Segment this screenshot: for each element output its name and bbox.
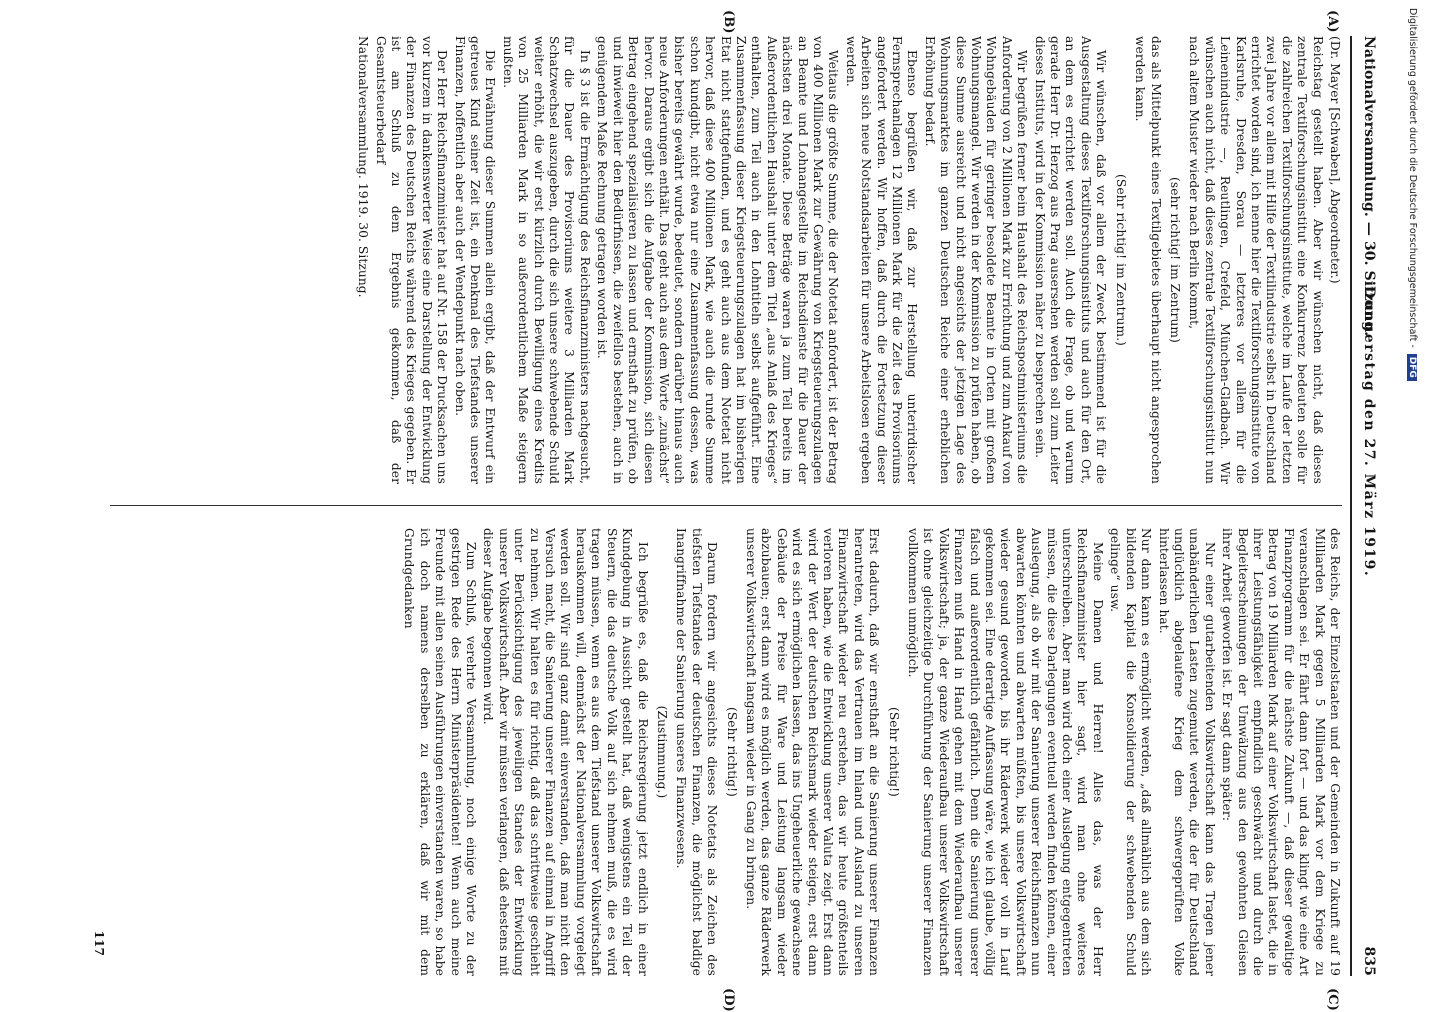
digitization-credit xyxy=(1404,8,1418,988)
paragraph: Reichstag gestellt haben. Aber wir wünschen nicht, daß dieses zentrale Textilforschungsinstitut eine Konkurrenz bedeuten solle für die zahlreichen Textilforschungsinstitute, welche im Laufe der letzten zwei Jahre vor allem mit Hilfe der Textilindustrie selbst in Deutschland errichtet worden sind, ich nenne hier die Textilforschungsinstitute von Karlsruhe, Dresden, Sorau — letzteres vor allem für die Leinenindustrie —, Reutlingen, Crefeld, München-Gladbach. Wir wünschen auch nicht, daß dieses zentrale Textilforschungsinstitut nun nach altem Muster wieder nach Berlin kommt, xyxy=(1187,36,1325,484)
paragraph: Darum fordern wir angesichts dieses Notetats als Zeichen des tiefsten Tiefstandes der deutschen Finanzen, die möglichst baldige Inangriffnahme der Sanierung unseres Finanzwesens. xyxy=(674,528,720,976)
paragraph: In § 3 ist die Ermächtigung des Reichsfinanzministers nachgesucht, für die Dauer des Provisoriums weitere 3 Milliarden Mark Schatzwechsel auszugeben, durch die sich unsere schwebende Schuld weiter erhöht, die wir erst kürzlich durch Bewilligung eines Kredits von 25 Milliarden Mark in so außerordentlichem Maße steigern mußten. xyxy=(500,36,592,484)
paragraph: Nur dann kann es ermöglicht werden, „daß allmählich aus dem sich bildenden Kapital die Konsolidierung der schwebenden Schuld gelinge“ usw. xyxy=(1108,528,1154,976)
paragraph: Ich begrüße es, daß die Reichsregierung jetzt endlich in einer Kundgebung in Aussicht gestellt hat, daß wenigstens ein Teil der Steuern, die das deutsche Volk auf sich nehmen muß, die es wird tragen müssen, wenn es aus dem Tiefstand unserer Volkswirtschaft herauskommen will, demnächst der Nationalversammlung vorgelegt werden soll. Wir sind ganz damit einverstanden, daß man nicht den Versuch macht, die Sanierung unserer Finanzen auf einmal in Angriff zu nehmen. Wir halten es für richtig, daß das schrittweise geschieht unter Berücksichtigung des jeweiligen Standes der Entwicklung unserer Volkswirtschaft. Aber wir müssen verlangen, daß ehestens mit dieser Aufgabe begonnen wird. xyxy=(481,528,650,976)
paragraph: Der Herr Reichsfinanzminister hat auf Nr. 158 der Drucksachen uns vor kurzem in dankenswerter Weise eine Darstellung der Entwicklung der Finanzen des Deutschen Reichs während des Krieges gegeben. Er ist am Schluß zu dem Ergebnis gekommen, daß der Gesamtsteuerbedarf xyxy=(373,36,450,484)
paragraph: Ebenso begrüßen wir, daß zur Herstellung unterirdischer Fernsprechanlagen 12 Millionen Mark für die Zeit des Provisoriums angefordert werden. Wir hoffen, daß durch die Fortsetzung dieser Arbeiten sich neue Notstandsarbeiten für unsere Arbeitslosen ergeben werden. xyxy=(843,36,920,484)
margin-marker-c: (C) xyxy=(1325,988,1340,1011)
header-rule xyxy=(1350,36,1352,976)
sheet-number: 117 xyxy=(92,930,106,956)
paragraph: Nur einer gutarbeitenden Volkswirtschaft kann das Tragen jener unabänderlichen Lasten zugemutet werden, die der für Deutschland unglücklich abgelaufene Krieg dem schwergeprüften Volke hinterlassen hat. xyxy=(1156,528,1217,976)
header-left: Nationalversammlung. — 30. Sitzung. xyxy=(1361,36,1377,337)
paragraph: des Reichs, der Einzelstaaten und der Gemeinden in Zukunft auf 19 Milliarden Mark gegen 5 Milliarden Mark vor dem Kriege zu veranschlagen sei. Er fährt dann fort — und das klingt wie eine Art Finanzprogramm für die nächste Zukunft —, daß dieser gewaltige Betrag von 19 Milliarden Mark auf einer Volkswirtschaft lastet, die in ihrer Leistungsfähigkeit empfindlich geschwächt und durch die Begleiterscheinungen der Umwälzung aus den gewohnten Gleisen ihrer Arbeit geworfen ist. Er sagt dann später: xyxy=(1220,528,1342,976)
paragraph: Meine Damen und Herren! Alles das, was der Herr Reichsfinanzminister hier sagt, wird man ohne weiteres unterschreiben. Aber man wird doch einer Auslegung entgegentreten müssen, die diese Darlegungen eventuell werden finden können, einer Auslegung, als ob wir mit der Sanierung unserer Reichsfinanzen nun abwarten könnten und abwarten müßten, bis unsere Volkswirtschaft wieder gesund geworden, bis ihr Räderwerk wieder voll in Lauf gekommen sei. Eine derartige Auffassung wäre, wie ich glaube, völlig falsch und außerordentlich gefährlich. Denn die Sanierung unserer Finanzen muß Hand in Hand gehen mit dem Wiederaufbau unserer Volkswirtschaft; ja, der ganze Wiederaufbau unserer Volkswirtschaft ist ohne gleichzeitige Durchführung der Sanierung unserer Finanzen vollkommen unmöglich. xyxy=(906,528,1105,976)
paragraph: Weitaus die größte Summe, die der Notetat anfordert, ist der Betrag von 400 Millionen Mark zur Gewährung von Kriegsteuerungszulagen an Beamte und Lohnangestellte im Reichsdienste für die Dauer der nächsten drei Monate. Diese Beträge waren ja zum Teil bereits im Außerordentlichen Haushalt unter dem Titel „aus Anlaß des Krieges“ enthalten, zum Teil auch in den Lohntiteln selbst aufgeführt. Eine Zusammenfassung dieser Kriegsteuerungszulagen hat im bisherigen Etat nicht stattgefunden, und es geht auch aus dem Notetat nicht hervor, daß diese 400 Millionen Mark, wie auch die runde Summe schon kundgibt, nicht etwa nur eine Zusammenfassung dessen, was bisher bereits gewährt wurde, bedeutet, sondern darüber hinaus auch neue Anforderungen enthält. Das geht auch aus dem Worte „zunächst“ hervor. Daraus ergibt sich die Aufgabe der Kommission, sich diesen Betrag eingehend spezialisieren zu lassen und ernsthaft zu prüfen, ob und inwieweit hier den Bedürfnissen, die zweifellos bestehen, auch in genügendem Maße Rechnung getragen worden ist. xyxy=(595,36,841,484)
interjection: (Zustimmung.) xyxy=(654,705,669,799)
interjection: (Sehr richtig!) xyxy=(886,706,901,797)
credit-text: Digitalisierung gefördert durch die Deutsche Forschungsgemeinschaft - xyxy=(1407,8,1418,348)
paragraph: Nationalversammlung. 1919. 30. Sitzung. xyxy=(356,36,371,298)
page-header xyxy=(1350,36,1376,976)
newspaper-page xyxy=(56,10,1377,1012)
left-text-column xyxy=(110,36,1342,484)
margin-marker-b: (B) xyxy=(721,10,736,34)
right-text-column xyxy=(110,528,1342,976)
interjection: (Sehr richtig!) xyxy=(724,706,739,797)
column-divider xyxy=(110,505,1342,506)
paragraph: Wir wünschen, daß vor allem der Zweck bestimmend ist für die Ausgestaltung dieses Textilforschungsinstituts und auch für den Ort, an dem es errichtet werden soll. Auch die Frage, ob und warum gerade Herr Dr. Herzog aus Prag ausersehen werden soll zum Leiter dieses Instituts, wird in der Kommission näher zu besprechen sein. xyxy=(1032,36,1109,484)
interjection: (Sehr richtig! im Zentrum.) xyxy=(1113,174,1128,346)
header-date: Donnerstag den 27. März 1919. xyxy=(1361,286,1377,578)
paragraph: (Dr. Mayer [Schwaben], Abgeordneter.) xyxy=(1328,36,1342,284)
dfg-logo: DFG xyxy=(1407,354,1417,381)
paragraph: Zum Schluß, verehrte Versammlung, noch einige Worte zu der gestrigen Rede des Herrn Ministerpräsidenten! Wenn auch meine Freunde mit allen seinen Ausführungen einverstanden waren, so habe ich doch namens derselben zu erklären, daß wir mit dem Grundgedanken xyxy=(402,528,479,976)
margin-marker-a: (A) xyxy=(1325,10,1340,33)
paragraph: Wir begrüßen ferner beim Haushalt des Reichspostministeriums die Anforderung von 2 Millionen Mark zur Errichtung und zum Ankauf von Wohngebäuden für geringer besoldete Beamte in Orten mit großem Wohnungsmangel. Wir werden in der Kommission zu prüfen haben, ob diese Summe ausreicht und nicht angesichts der jetzigen Lage des Wohnungsmarktes im ganzen Deutschen Reiche einer erheblichen Erhöhung bedarf. xyxy=(922,36,1030,484)
margin-marker-d: (D) xyxy=(721,988,736,1012)
paragraph: Erst dadurch, daß wir ernsthaft an die Sanierung unserer Finanzen herantreten, wird das Vertrauen im Inland und Ausland zu unseren Finanzwirtschaft wieder neu erstehen, das wir heute größtenteils verloren haben, wie die Entwicklung unserer Valuta zeigt. Erst dann wird der Wert der deutschen Reichsmark wieder steigen, erst dann wird es sich ermöglichen lassen, das ins Ungeheuerliche gewachsene Gebäude der Preise für Ware und Leistung langsam wieder abzubauen; erst dann wird es möglich werden, das ganze Räderwerk unserer Volkswirtschaft langsam wieder in Gang zu bringen. xyxy=(743,528,882,976)
page-number: 835 xyxy=(1361,946,1377,976)
paragraph: das als Mittelpunkt eines Textilgebietes überhaupt nicht angesprochen werden kann. xyxy=(1133,36,1163,484)
interjection: (sehr richtig! im Zentrum) xyxy=(1167,177,1182,343)
paragraph: Die Erwähnung dieser Summen allein ergibt, daß der Entwurf ein getreues Kind seiner Zeit ist, ein Denkmal des Tiefstandes unserer Finanzen, hoffentlich aber auch der Wendepunkt nach oben. xyxy=(452,36,498,484)
